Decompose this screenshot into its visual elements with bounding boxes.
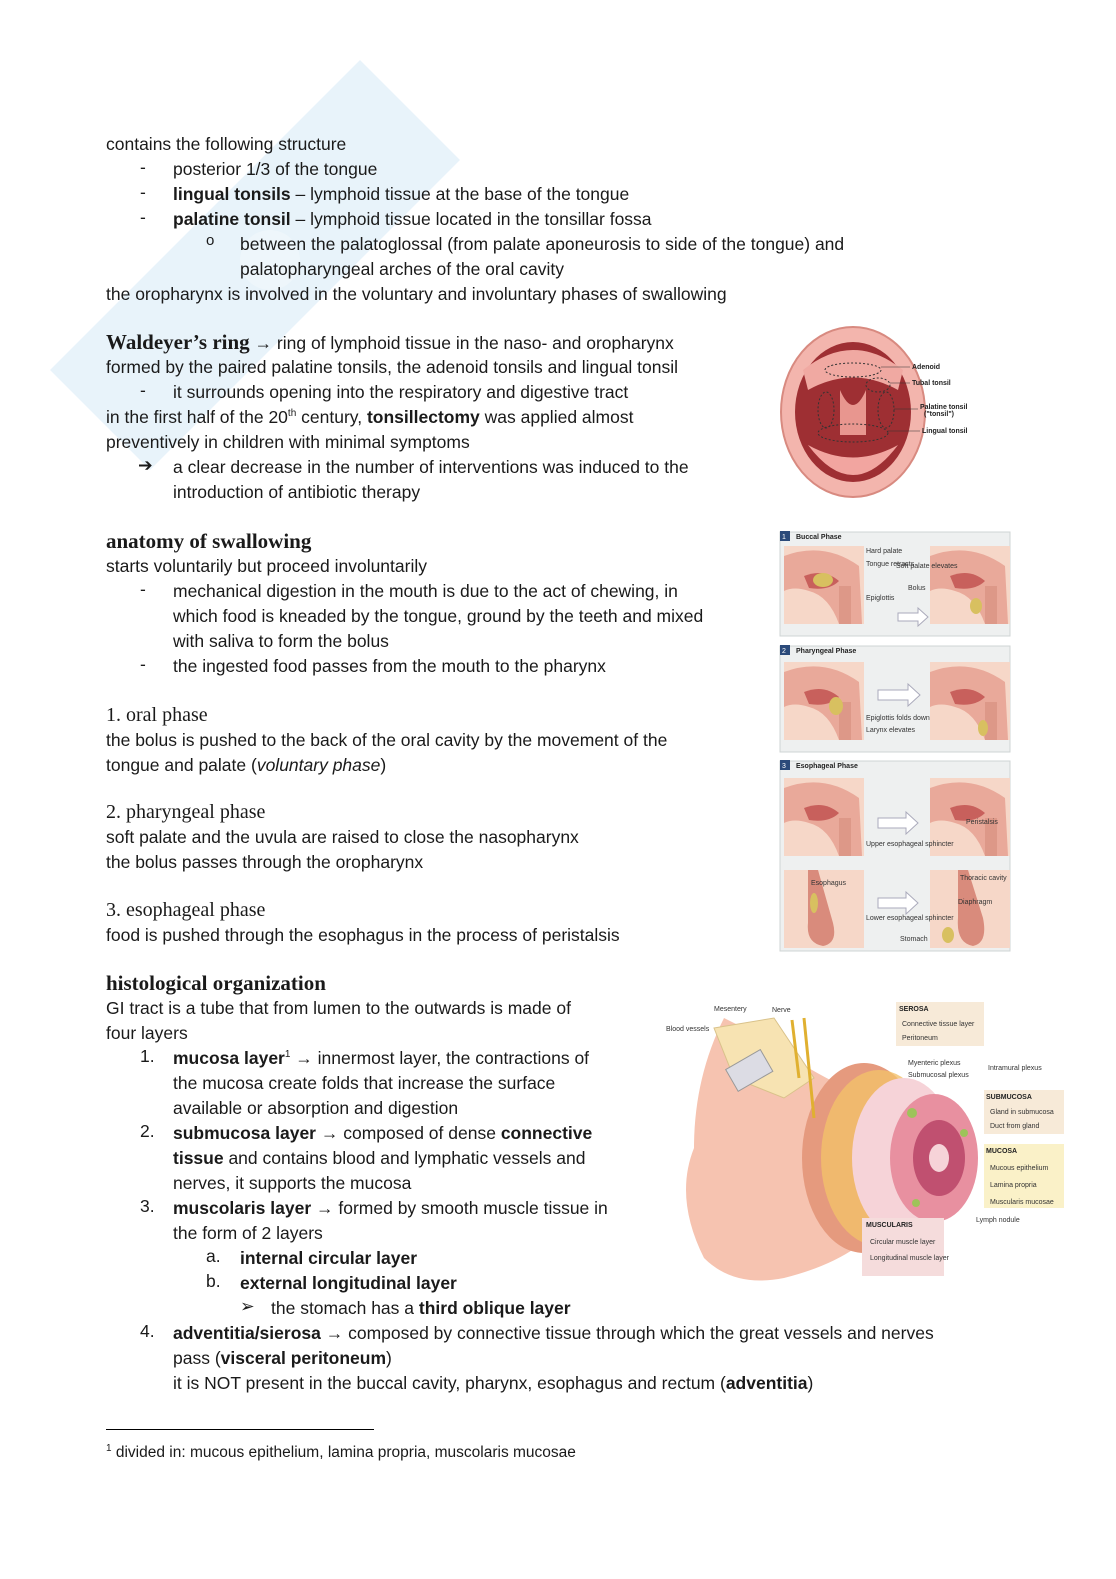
bullet-text: with saliva to form the bolus bbox=[173, 631, 389, 651]
arrow-bullet-icon: ➔ bbox=[138, 455, 153, 475]
bullet-text: palatine tonsil – lymphoid tissue located in the tonsillar fossa bbox=[173, 209, 652, 229]
list-item: adventitia/sierosa → composed by connective tissue through which the great vessels and nerves bbox=[173, 1323, 934, 1343]
list-number: 3. bbox=[140, 1196, 155, 1216]
paragraph: the bolus is pushed to the back of the oral cavity by the movement of the bbox=[106, 730, 668, 750]
footnote: $^1$ divided in: mucous epithelium, lamina propria, muscolaris mucosae bbox=[106, 1442, 576, 1461]
esophageal-phase-heading: 3. esophageal phase bbox=[106, 899, 266, 921]
fig-label: Mesentery bbox=[714, 1006, 747, 1013]
list-item: nerves, it supports the mucosa bbox=[173, 1173, 412, 1193]
list-number: 1. bbox=[140, 1046, 155, 1066]
list-number: 4. bbox=[140, 1321, 155, 1341]
dash-bullet: - bbox=[140, 579, 146, 599]
panel-title: Esophageal Phase bbox=[796, 763, 858, 770]
fig-label: Larynx elevates bbox=[866, 727, 916, 734]
bullet-text: it surrounds opening into the respiratory and digestive tract bbox=[173, 382, 629, 402]
fig-label: Myenteric plexus bbox=[908, 1060, 961, 1067]
fig-label: Mucous epithelium bbox=[990, 1165, 1049, 1172]
fig-label: Epiglottis folds down bbox=[866, 715, 930, 722]
panel-number: 3 bbox=[782, 763, 786, 770]
pharyngeal-phase-heading: 2. pharyngeal phase bbox=[106, 801, 266, 823]
list-item: pass (visceral peritoneum) bbox=[173, 1348, 392, 1368]
fig-label: Connective tissue layer bbox=[902, 1021, 975, 1028]
panel-number: 2 bbox=[782, 648, 786, 655]
dash-bullet: - bbox=[140, 380, 146, 400]
panel-title: Pharyngeal Phase bbox=[796, 648, 857, 655]
dash-bullet: - bbox=[140, 182, 146, 202]
list-item: available or absorption and digestion bbox=[173, 1098, 459, 1118]
dash-bullet: - bbox=[140, 207, 146, 227]
paragraph: in the first half of the 20th century, tonsillectomy was applied almost bbox=[106, 407, 634, 427]
fig-label: Intramural plexus bbox=[988, 1065, 1042, 1072]
fig-label: Gland in submucosa bbox=[990, 1109, 1054, 1116]
sub-list-item: internal circular layer bbox=[240, 1248, 418, 1268]
paragraph: four layers bbox=[106, 1023, 188, 1043]
closing-text: the oropharynx is involved in the voluntary and involuntary phases of swallowing bbox=[106, 284, 727, 304]
fig-label: Blood vessels bbox=[666, 1026, 710, 1033]
gi-wall-figure bbox=[664, 998, 1068, 1283]
list-item: mucosa layer$^1$ → innermost layer, the contractions of bbox=[173, 1048, 590, 1068]
list-item: submucosa layer → composed of dense connective bbox=[173, 1123, 593, 1143]
waldeyer-heading: Waldeyer’s ring → ring of lymphoid tissue in the naso- and oropharynx bbox=[106, 330, 674, 354]
list-item: the form of 2 layers bbox=[173, 1223, 323, 1243]
panel-title: Buccal Phase bbox=[796, 534, 842, 541]
fig-label: Soft palate elevates bbox=[896, 563, 958, 570]
sub-list-item: external longitudinal layer bbox=[240, 1273, 457, 1293]
fig-label: Lower esophageal sphincter bbox=[866, 915, 954, 922]
oral-phase-heading: 1. oral phase bbox=[106, 704, 208, 726]
circle-bullet: o bbox=[206, 232, 215, 249]
footnote-rule bbox=[106, 1429, 374, 1430]
tonsils-figure bbox=[778, 325, 978, 500]
paragraph: food is pushed through the esophagus in the process of peristalsis bbox=[106, 925, 620, 945]
fig-label: Peristalsis bbox=[966, 819, 998, 826]
paragraph: preventively in children with minimal symptoms bbox=[106, 432, 470, 452]
fig-label: ("tonsil") bbox=[924, 411, 954, 418]
paragraph: starts voluntarily but proceed involuntarily bbox=[106, 556, 427, 576]
paragraph: the bolus passes through the oropharynx bbox=[106, 852, 424, 872]
list-item: the mucosa create folds that increase the surface bbox=[173, 1073, 556, 1093]
intro-text: contains the following structure bbox=[106, 134, 347, 154]
fig-label: Palatine tonsil bbox=[920, 404, 968, 411]
fig-label: Tongue retracts bbox=[866, 561, 915, 568]
sub-bullet-text: palatopharyngeal arches of the oral cavity bbox=[240, 259, 564, 279]
list-letter: a. bbox=[206, 1246, 221, 1266]
list-item: tissue and contains blood and lymphatic vessels and bbox=[173, 1148, 586, 1168]
list-item: muscolaris layer → formed by smooth muscle tissue in bbox=[173, 1198, 608, 1218]
fig-label: Lingual tonsil bbox=[922, 428, 968, 435]
fig-label: Lymph nodule bbox=[976, 1217, 1020, 1224]
fig-label: Epiglottis bbox=[866, 595, 895, 602]
fig-label: Duct from gland bbox=[990, 1123, 1040, 1130]
bullet-text: the ingested food passes from the mouth to the pharynx bbox=[173, 656, 606, 676]
sub-bullet-text: between the palatoglossal (from palate aponeurosis to side of the tongue) and bbox=[240, 234, 845, 254]
fig-section-title: MUCOSA bbox=[986, 1148, 1018, 1155]
bullet-text: which food is kneaded by the tongue, ground by the teeth and mixed bbox=[173, 606, 704, 626]
fig-label: Diaphragm bbox=[958, 899, 993, 906]
fig-label: Lamina propria bbox=[990, 1182, 1037, 1189]
fig-label: Adenoid bbox=[912, 364, 940, 371]
fig-label: Muscularis mucosae bbox=[990, 1199, 1054, 1206]
fig-label: Longitudinal muscle layer bbox=[870, 1255, 949, 1262]
paragraph: soft palate and the uvula are raised to close the nasopharynx bbox=[106, 827, 579, 847]
swallowing-figure bbox=[778, 528, 1013, 954]
list-item: it is NOT present in the buccal cavity, pharynx, esophagus and rectum (adventitia) bbox=[173, 1373, 814, 1393]
sub-sub-list-item: the stomach has a third oblique layer bbox=[271, 1298, 571, 1318]
bullet-text: posterior 1/3 of the tongue bbox=[173, 159, 378, 179]
fig-section-title: MUSCULARIS bbox=[866, 1222, 913, 1229]
arrow-bullet-text: introduction of antibiotic therapy bbox=[173, 482, 421, 502]
bullet-text: lingual tonsils – lymphoid tissue at the base of the tongue bbox=[173, 184, 630, 204]
fig-label: Bolus bbox=[908, 585, 926, 592]
fig-label: Peritoneum bbox=[902, 1035, 938, 1042]
paragraph: formed by the paired palatine tonsils, the adenoid tonsils and lingual tonsil bbox=[106, 357, 679, 377]
swallowing-heading: anatomy of swallowing bbox=[106, 529, 312, 553]
fig-label: Upper esophageal sphincter bbox=[866, 841, 954, 848]
paragraph: tongue and palate (voluntary phase) bbox=[106, 755, 387, 775]
paragraph: GI tract is a tube that from lumen to the outwards is made of bbox=[106, 998, 571, 1018]
fig-label: Submucosal plexus bbox=[908, 1072, 969, 1079]
fig-label: Nerve bbox=[772, 1007, 791, 1014]
fig-label: Stomach bbox=[900, 936, 928, 943]
dash-bullet: - bbox=[140, 654, 146, 674]
dash-bullet: - bbox=[140, 157, 146, 177]
panel-number: 1 bbox=[782, 534, 786, 541]
fig-label: Tubal tonsil bbox=[912, 380, 951, 387]
arrow-bullet-text: a clear decrease in the number of interventions was induced to the bbox=[173, 457, 689, 477]
list-number: 2. bbox=[140, 1121, 155, 1141]
fig-label: Thoracic cavity bbox=[960, 875, 1007, 882]
arrowhead-bullet-icon: ➢ bbox=[240, 1296, 255, 1316]
fig-label: Esophagus bbox=[811, 880, 847, 887]
histology-heading: histological organization bbox=[106, 971, 326, 995]
fig-label: Hard palate bbox=[866, 548, 903, 555]
list-letter: b. bbox=[206, 1271, 221, 1291]
bullet-text: mechanical digestion in the mouth is due to the act of chewing, in bbox=[173, 581, 678, 601]
fig-label: Circular muscle layer bbox=[870, 1239, 936, 1246]
fig-section-title: SEROSA bbox=[899, 1006, 929, 1013]
fig-section-title: SUBMUCOSA bbox=[986, 1094, 1032, 1101]
